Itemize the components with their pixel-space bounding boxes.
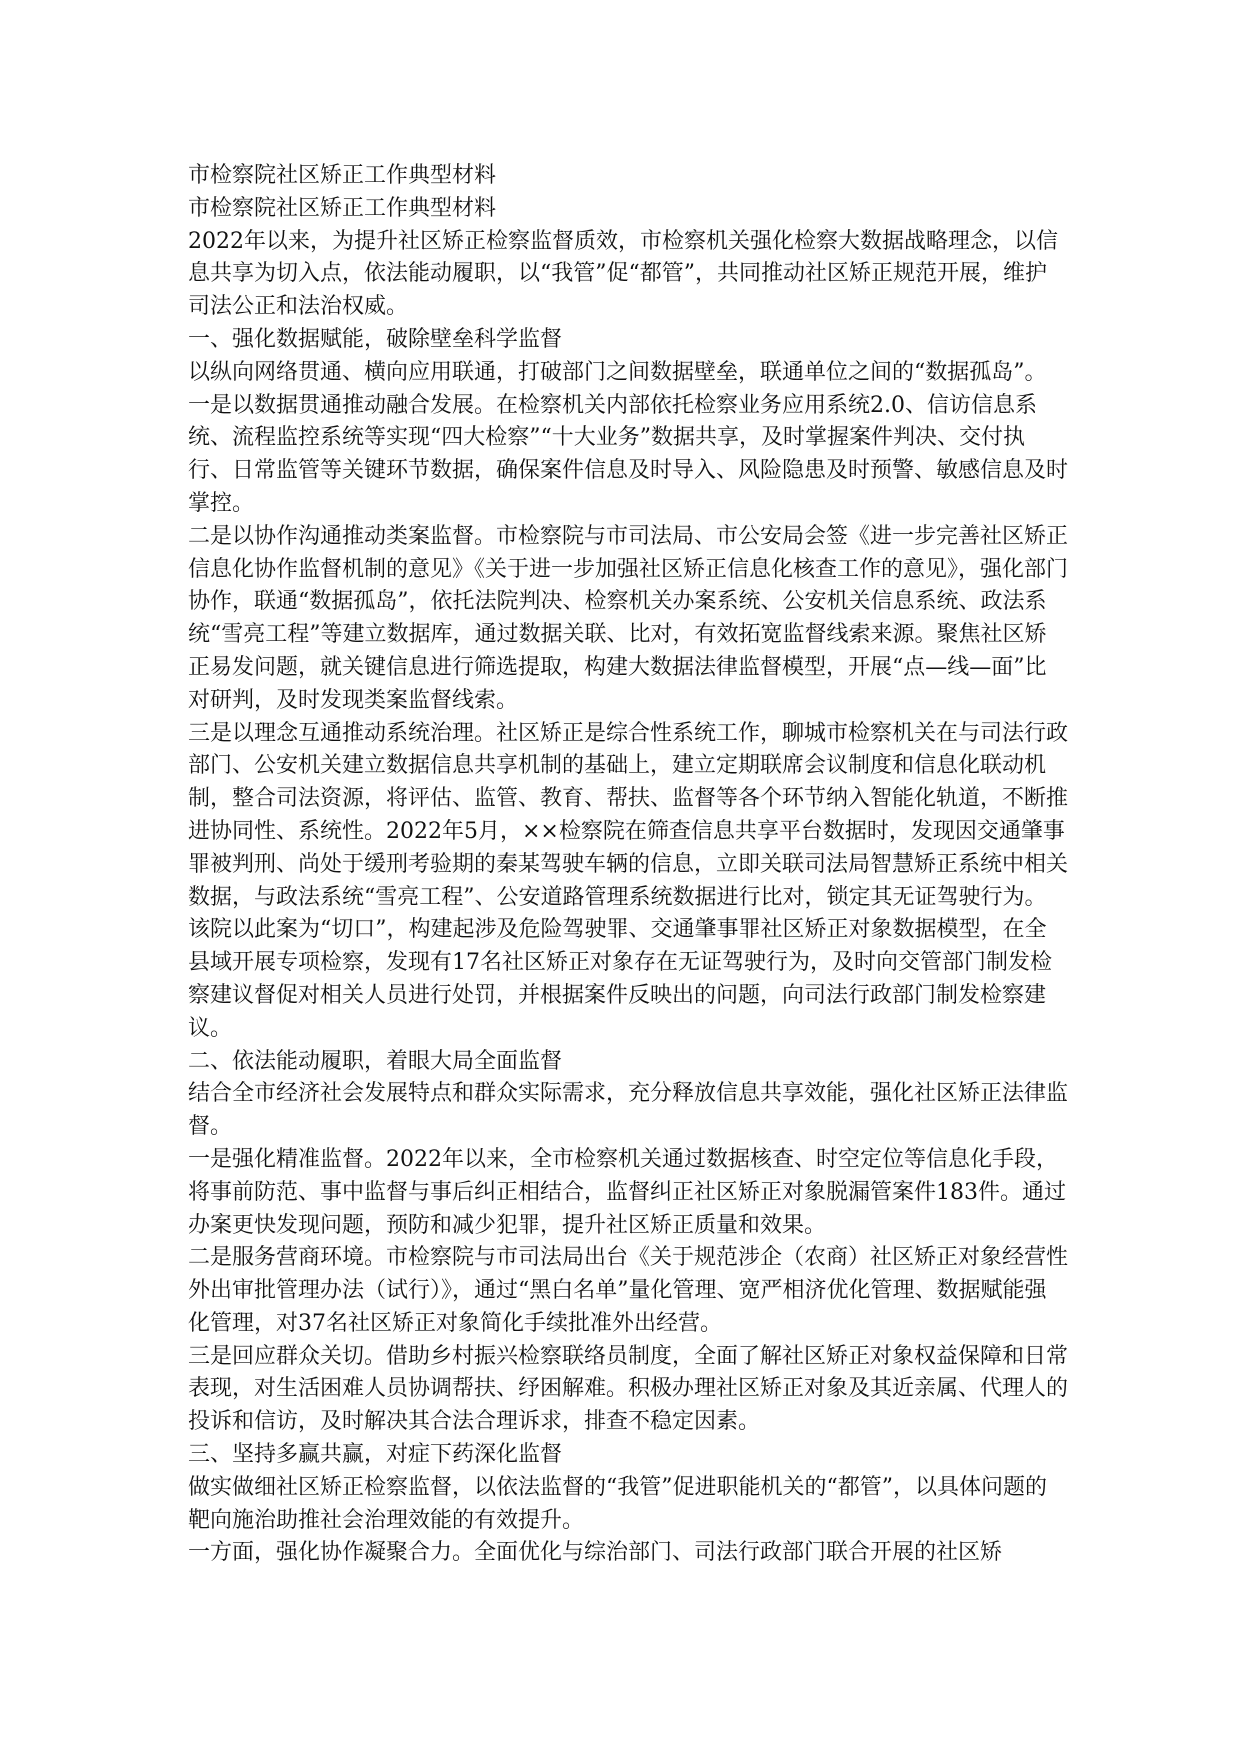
section-1-point-1: 一是以数据贯通推动融合发展。在检察机关内部依托检察业务应用系统2.0、信访信息系统、流程监控系统等实现“四大检察”“十大业务”数据共享，及时掌握案件判决、交付执行、日常监管等关键环节数据，确保案件信息及时导入、风险隐患及时预警、敏感信息及时掌控。 xyxy=(188,392,1069,516)
section-heading-3: 三、坚持多赢共赢，对症下药深化监督 xyxy=(188,1442,563,1468)
section-1-point-2: 二是以协作沟通推动类案监督。市检察院与市司法局、市公安局会签《进一步完善社区矫正信息化协作监督机制的意见》《关于进一步加强社区矫正信息化核查工作的意见》，强化部门协作，联通“数据孤岛”，依托法院判决、检察机关办案系统、公安机关信息系统、政法系统“雪亮工程”等建立数据库，通过数据关联、比对，有效拓宽监督线索来源。聚焦社区矫正易发问题，就关键信息进行筛选提取，构建大数据法律监督模型，开展“点—线—面”比对研判，及时发现类案监督线索。 xyxy=(188,523,1069,713)
section-3-summary: 做实做细社区矫正检察监督，以依法监督的“我管”促进职能机关的“都管”，以具体问题的靶向施治助推社会治理效能的有效提升。 xyxy=(188,1474,1047,1533)
section-2-point-2: 二是服务营商环境。市检察院与市司法局出台《关于规范涉企（农商）社区矫正对象经营性外出审批管理办法（试行）》，通过“黑白名单”量化管理、宽严相济优化管理、数据赋能强化管理，对37名社区矫正对象简化手续批准外出经营。 xyxy=(188,1245,1069,1336)
section-2-point-3: 三是回应群众关切。借助乡村振兴检察联络员制度，全面了解社区矫正对象权益保障和日常表现，对生活困难人员协调帮扶、纾困解难。积极办理社区矫正对象及其近亲属、代理人的投诉和信访，及时解决其合法合理诉求，排查不稳定因素。 xyxy=(188,1343,1069,1435)
section-2-summary: 结合全市经济社会发展特点和群众实际需求，充分释放信息共享效能，强化社区矫正法律监督。 xyxy=(188,1081,1069,1140)
section-heading-1: 一、强化数据赋能，破除壁垒科学监督 xyxy=(188,326,563,352)
document-page xyxy=(188,160,1068,1570)
section-heading-2: 二、依法能动履职，着眼大局全面监督 xyxy=(188,1048,563,1074)
section-2-point-1: 一是强化精准监督。2022年以来，全市检察机关通过数据核查、时空定位等信息化手段，将事前防范、事中监督与事后纠正相结合，监督纠正社区矫正对象脱漏管案件183件。通过办案更快发现问题，预防和减少犯罪，提升社区矫正质量和效果。 xyxy=(188,1146,1066,1238)
section-3-point-1: 一方面，强化协作凝聚合力。全面优化与综治部门、司法行政部门联合开展的社区矫 xyxy=(188,1540,1003,1566)
document-title: 市检察院社区矫正工作典型材料 xyxy=(188,163,497,188)
intro-paragraph: 2022年以来，为提升社区矫正检察监督质效，市检察机关强化检察大数据战略理念，以信息共享为切入点，依法能动履职，以“我管”促“都管”，共同推动社区矫正规范开展，维护司法公正和法治权威。 xyxy=(188,228,1058,320)
section-1-summary: 以纵向网络贯通、横向应用联通，打破部门之间数据壁垒，联通单位之间的“数据孤岛”。 xyxy=(188,359,1047,385)
section-1-point-3: 三是以理念互通推动系统治理。社区矫正是综合性系统工作，聊城市检察机关在与司法行政部门、公安机关建立数据信息共享机制的基础上，建立定期联席会议制度和信息化联动机制，整合司法资源，将评估、监管、教育、帮扶、监督等各个环节纳入智能化轨道，不断推进协同性、系统性。2022年5月，××检察院在筛查信息共享平台数据时，发现因交通肇事罪被判刑、尚处于缓刑考验期的秦某驾驶车辆的信息，立即关联司法局智慧矫正系统中相关数据，与政法系统“雪亮工程”、公安道路管理系统数据进行比对，锁定其无证驾驶行为。该院以此案为“切口”，构建起涉及危险驾驶罪、交通肇事罪社区矫正对象数据模型，在全县域开展专项检察，发现有17名社区矫正对象存在无证驾驶行为，及时向交管部门制发检察建议督促对相关人员进行处罚，并根据案件反映出的问题，向司法行政部门制发检察建议。 xyxy=(188,720,1069,1041)
document-title-repeat: 市检察院社区矫正工作典型材料 xyxy=(188,195,497,221)
